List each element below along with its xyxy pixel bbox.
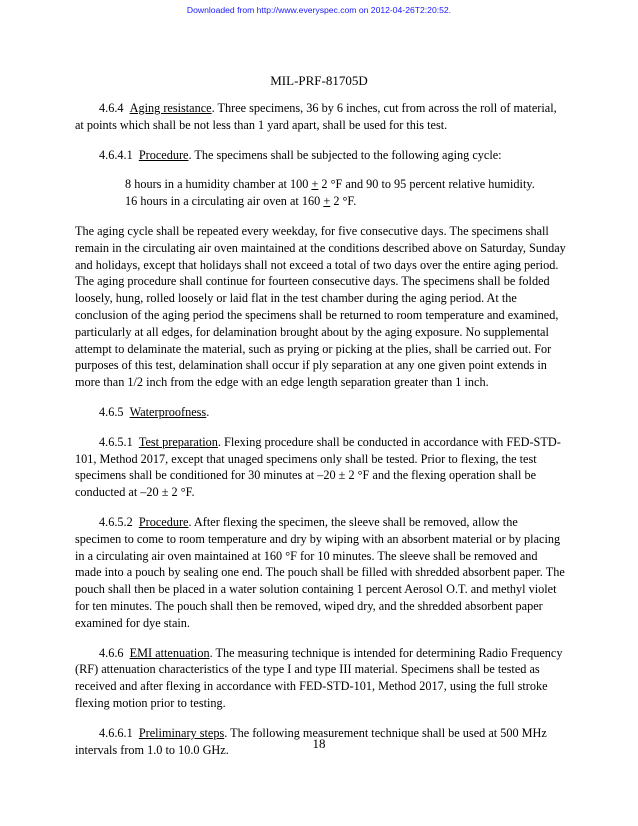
section-number: 4.6.5.2	[99, 514, 133, 529]
cycle-text: 2 °F and 90 to 95 percent relative humidity.	[318, 177, 535, 192]
cycle-text: 2 °F.	[330, 194, 357, 209]
section-number: 4.6.6.1	[99, 725, 133, 740]
cycle-text: 8 hours in a humidity chamber at 100	[125, 177, 312, 192]
section-4-6-5-1	[75, 434, 566, 501]
section-number: 4.6.4.1	[99, 147, 133, 162]
document-id-header: MIL-PRF-81705D	[270, 73, 368, 88]
plus-minus-symbol: +	[323, 194, 331, 209]
section-number: 4.6.5.1	[99, 434, 133, 449]
aging-paragraph: The aging cycle shall be repeated every weekday, for five consecutive days. The specimens shall remain in the circulating air oven maintained at the conditions described above on Saturday, Sunday and holidays, except that holidays shall not exceed a total of two days over the entire aging period. The aging procedure shall continue for fourteen consecutive days. The specimens shall be folded loosely, hung, rolled loosely or laid flat in the test chamber during the aging period. At the conclusion of the aging period the specimens shall be returned to room temperature and examined, particularly at all edges, for delamination brought about by the aging exposure. No supplemental attempt to delaminate the material, such as prying or picking at the plies, shall be carried out. For purposes of this test, delamination shall occur if ply separation at any one given point extends in more than 1/2 inch from the edge with an edge length separation greater than 1 inch.	[75, 223, 566, 390]
section-4-6-5	[75, 404, 566, 421]
section-title: Test preparation	[138, 434, 218, 449]
aging-cycle-list	[125, 176, 566, 210]
cycle-text: 16 hours in a circulating air oven at 160	[125, 194, 324, 209]
section-title: Aging resistance	[129, 101, 212, 115]
section-number: 4.6.6	[99, 645, 124, 660]
section-title: Procedure	[138, 147, 189, 162]
section-text: . Flexing procedure shall be conducted in accordance with FED-STD-101, Method 2017, except that unaged specimens only shall be tested. Prior to flexing, the test specimens shall be conditioned for 30 minutes at –20 ± 2 °F and the flexing operation shall be conducted at –20 ± 2 °F.	[75, 434, 561, 500]
section-text: . The measuring technique is intended for determining Radio Frequency (RF) attenuation characteristics of the type I and type III material. Specimens shall be tested as received and after flexing in accordance with FED-STD-101, Method 2017, using the full stroke flexing motion prior to testing.	[75, 645, 563, 710]
cycle-step-humidity	[125, 176, 566, 193]
section-title: EMI attenuation	[129, 645, 210, 660]
section-text: .	[206, 404, 210, 419]
section-4-6-5-2	[75, 514, 566, 632]
section-text: . Three specimens, 36 by 6 inches, cut from across the roll of material, at points which shall be not less than 1 yard apart, shall be used for this test.	[75, 101, 557, 132]
section-number: 4.6.5	[99, 404, 124, 419]
section-4-6-6	[75, 645, 566, 712]
section-text: . The specimens shall be subjected to the following aging cycle:	[188, 147, 502, 162]
section-number: 4.6.4	[99, 101, 124, 115]
document-body	[75, 100, 566, 771]
download-banner: Downloaded from http://www.everyspec.com on 2012-04-26T2:20:52.	[186, 5, 452, 15]
page-number: 18	[312, 736, 326, 751]
section-title: Waterproofness	[129, 404, 207, 419]
plus-minus-symbol: +	[311, 177, 319, 192]
section-4-6-4-1	[75, 147, 566, 164]
section-text: . The following measurement technique shall be used at 500 MHz intervals from 1.0 to 10.0 GHz.	[75, 725, 547, 757]
cycle-step-oven	[125, 193, 566, 210]
section-text: . After flexing the specimen, the sleeve shall be removed, allow the specimen to come to room temperature and dry by wiping with an absorbent material or by placing in a circulating air oven maintained at 160 °F for 10 minutes. The sleeve shall be removed and made into a pouch by sealing one end. The pouch shall be filled with shredded absorbent paper. The pouch shall then be placed in a water solution containing 1 percent Aerosol O.T. and methyl violet for ten minutes. The pouch shall then be removed, wiped dry, and the shredded absorbent paper examined for dye stain.	[75, 514, 565, 630]
section-4-6-4	[75, 100, 566, 134]
section-title: Preliminary steps	[138, 725, 225, 740]
section-title: Procedure	[138, 514, 189, 529]
